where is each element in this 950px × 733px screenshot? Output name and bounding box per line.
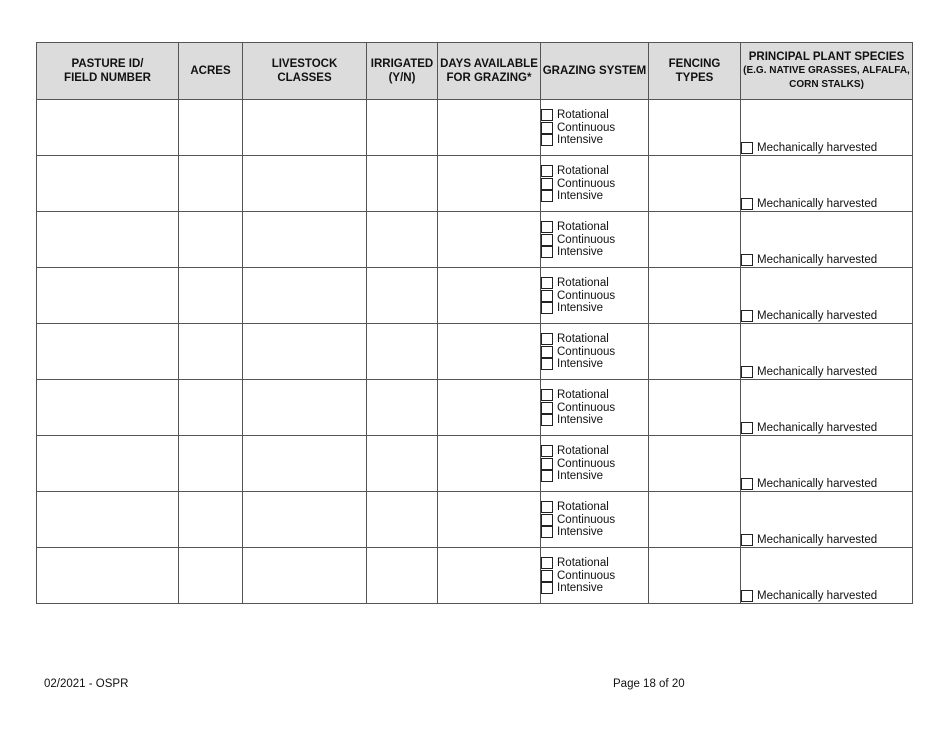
pasture-id-cell[interactable] xyxy=(37,436,179,492)
checkbox-rotational[interactable] xyxy=(541,389,553,401)
checkbox-mechanically-harvested[interactable] xyxy=(741,590,753,602)
grazing-option-rotational xyxy=(541,165,648,178)
table-row xyxy=(37,100,913,156)
grazing-option-label: Rotational xyxy=(557,165,609,177)
grazing-option-label: Rotational xyxy=(557,221,609,233)
table-row xyxy=(37,436,913,492)
checkbox-continuous[interactable] xyxy=(541,290,553,302)
pasture-id-cell[interactable] xyxy=(37,548,179,604)
checkbox-continuous[interactable] xyxy=(541,570,553,582)
livestock-classes-cell[interactable] xyxy=(243,156,367,212)
irrigated-cell[interactable] xyxy=(367,380,438,436)
grazing-option-intensive xyxy=(541,414,648,427)
acres-cell[interactable] xyxy=(179,380,243,436)
mechanically-harvested-label: Mechanically harvested xyxy=(757,310,878,322)
principal-plant-species-cell[interactable] xyxy=(741,100,913,156)
grazing-option-rotational xyxy=(541,221,648,234)
grazing-option-continuous xyxy=(541,569,648,582)
grazing-option-label: Rotational xyxy=(557,389,609,401)
checkbox-intensive[interactable] xyxy=(541,470,553,482)
livestock-classes-cell[interactable] xyxy=(243,492,367,548)
mechanically-harvested-option xyxy=(741,141,912,155)
table-row xyxy=(37,156,913,212)
principal-plant-species-cell[interactable] xyxy=(741,380,913,436)
checkbox-rotational[interactable] xyxy=(541,501,553,513)
grazing-system-cell xyxy=(541,324,649,380)
grazing-option-continuous xyxy=(541,289,648,302)
header-fencing-line1: FENCING xyxy=(668,58,721,70)
grazing-option-continuous xyxy=(541,121,648,134)
checkbox-intensive[interactable] xyxy=(541,526,553,538)
grazing-option-label: Continuous xyxy=(557,569,616,582)
grazing-option-continuous xyxy=(541,457,648,470)
form-code: 02/2021 - OSPR xyxy=(44,678,129,690)
grazing-option-rotational xyxy=(541,557,648,570)
irrigated-cell[interactable] xyxy=(367,324,438,380)
days-available-cell[interactable] xyxy=(438,436,541,492)
checkbox-intensive[interactable] xyxy=(541,134,553,146)
mechanically-harvested-label: Mechanically harvested xyxy=(757,478,878,490)
grazing-option-label: Intensive xyxy=(557,358,604,370)
grazing-option-rotational xyxy=(541,109,648,122)
grazing-option-label: Intensive xyxy=(557,414,604,426)
grazing-option-label: Continuous xyxy=(557,233,616,246)
checkbox-rotational[interactable] xyxy=(541,333,553,345)
fencing-types-cell[interactable] xyxy=(649,268,741,324)
grazing-option-label: Continuous xyxy=(557,401,616,414)
table-row xyxy=(37,268,913,324)
checkbox-continuous[interactable] xyxy=(541,458,553,470)
checkbox-rotational[interactable] xyxy=(541,109,553,121)
livestock-classes-cell[interactable] xyxy=(243,548,367,604)
header-principal-plant-species xyxy=(741,43,913,100)
grazing-option-label: Continuous xyxy=(557,177,616,190)
grazing-option-label: Rotational xyxy=(557,445,609,457)
grazing-system-cell xyxy=(541,492,649,548)
checkbox-mechanically-harvested[interactable] xyxy=(741,310,753,322)
grazing-option-label: Intensive xyxy=(557,470,604,482)
checkbox-mechanically-harvested[interactable] xyxy=(741,142,753,154)
mechanically-harvested-label: Mechanically harvested xyxy=(757,142,878,154)
grazing-option-rotational xyxy=(541,389,648,402)
acres-cell[interactable] xyxy=(179,548,243,604)
mechanically-harvested-option xyxy=(741,197,912,211)
principal-plant-species-cell[interactable] xyxy=(741,268,913,324)
days-available-cell[interactable] xyxy=(438,548,541,604)
table-body xyxy=(37,100,913,604)
grazing-option-label: Intensive xyxy=(557,302,604,314)
grazing-system-cell xyxy=(541,100,649,156)
grazing-system-cell xyxy=(541,380,649,436)
header-pasture-id-line1: PASTURE ID/ xyxy=(71,58,144,70)
livestock-classes-cell[interactable] xyxy=(243,268,367,324)
irrigated-cell[interactable] xyxy=(367,212,438,268)
header-irrigated-line1: IRRIGATED xyxy=(370,58,434,70)
mechanically-harvested-option xyxy=(741,477,912,491)
irrigated-cell[interactable] xyxy=(367,436,438,492)
grazing-option-intensive xyxy=(541,358,648,371)
header-species-line3: CORN STALKS) xyxy=(789,79,864,90)
acres-cell[interactable] xyxy=(179,156,243,212)
checkbox-mechanically-harvested[interactable] xyxy=(741,478,753,490)
livestock-classes-cell[interactable] xyxy=(243,436,367,492)
mechanically-harvested-label: Mechanically harvested xyxy=(757,422,878,434)
header-days-line2: FOR GRAZING* xyxy=(446,72,532,84)
checkbox-mechanically-harvested[interactable] xyxy=(741,422,753,434)
grazing-option-rotational xyxy=(541,445,648,458)
checkbox-rotational[interactable] xyxy=(541,165,553,177)
checkbox-rotational[interactable] xyxy=(541,445,553,457)
checkbox-intensive[interactable] xyxy=(541,582,553,594)
checkbox-intensive[interactable] xyxy=(541,302,553,314)
table-row xyxy=(37,548,913,604)
grazing-option-label: Intensive xyxy=(557,526,604,538)
checkbox-continuous[interactable] xyxy=(541,346,553,358)
checkbox-continuous[interactable] xyxy=(541,122,553,134)
grazing-option-label: Continuous xyxy=(557,513,616,526)
fencing-types-cell[interactable] xyxy=(649,156,741,212)
header-irrigated xyxy=(367,43,438,100)
header-acres: ACRES xyxy=(179,43,243,100)
irrigated-cell[interactable] xyxy=(367,268,438,324)
grazing-option-label: Continuous xyxy=(557,457,616,470)
principal-plant-species-cell[interactable] xyxy=(741,324,913,380)
header-pasture-id-line2: FIELD NUMBER xyxy=(64,72,151,84)
mechanically-harvested-label: Mechanically harvested xyxy=(757,590,878,602)
fencing-types-cell[interactable] xyxy=(649,380,741,436)
grazing-option-continuous xyxy=(541,177,648,190)
grazing-option-rotational xyxy=(541,277,648,290)
pasture-id-cell[interactable] xyxy=(37,212,179,268)
days-available-cell[interactable] xyxy=(438,268,541,324)
fencing-types-cell[interactable] xyxy=(649,492,741,548)
acres-cell[interactable] xyxy=(179,268,243,324)
pasture-id-cell[interactable] xyxy=(37,380,179,436)
header-livestock-classes: LIVESTOCK CLASSES xyxy=(243,43,367,100)
acres-cell[interactable] xyxy=(179,324,243,380)
grazing-option-label: Continuous xyxy=(557,345,616,358)
checkbox-continuous[interactable] xyxy=(541,402,553,414)
header-species-line2: (E.G. NATIVE GRASSES, ALFALFA, xyxy=(743,65,910,76)
grazing-system-cell xyxy=(541,436,649,492)
livestock-classes-cell[interactable] xyxy=(243,212,367,268)
table-row xyxy=(37,324,913,380)
checkbox-intensive[interactable] xyxy=(541,414,553,426)
checkbox-continuous[interactable] xyxy=(541,178,553,190)
fencing-types-cell[interactable] xyxy=(649,212,741,268)
header-pasture-id xyxy=(37,43,179,100)
mechanically-harvested-option xyxy=(741,421,912,435)
grazing-option-label: Rotational xyxy=(557,501,609,513)
acres-cell[interactable] xyxy=(179,492,243,548)
days-available-cell[interactable] xyxy=(438,212,541,268)
fencing-types-cell[interactable] xyxy=(649,436,741,492)
irrigated-cell[interactable] xyxy=(367,156,438,212)
principal-plant-species-cell[interactable] xyxy=(741,492,913,548)
grazing-option-continuous xyxy=(541,345,648,358)
pasture-id-cell[interactable] xyxy=(37,156,179,212)
table-row xyxy=(37,212,913,268)
grazing-option-label: Rotational xyxy=(557,333,609,345)
grazing-option-intensive xyxy=(541,470,648,483)
mechanically-harvested-label: Mechanically harvested xyxy=(757,534,878,546)
grazing-option-continuous xyxy=(541,401,648,414)
grazing-option-intensive xyxy=(541,246,648,259)
grazing-option-continuous xyxy=(541,233,648,246)
grazing-option-intensive xyxy=(541,582,648,595)
days-available-cell[interactable] xyxy=(438,324,541,380)
livestock-classes-cell[interactable] xyxy=(243,324,367,380)
principal-plant-species-cell[interactable] xyxy=(741,212,913,268)
acres-cell[interactable] xyxy=(179,436,243,492)
grazing-option-label: Continuous xyxy=(557,289,616,302)
header-fencing-types xyxy=(649,43,741,100)
grazing-option-label: Rotational xyxy=(557,277,609,289)
table-row xyxy=(37,492,913,548)
livestock-classes-cell[interactable] xyxy=(243,100,367,156)
checkbox-rotational[interactable] xyxy=(541,277,553,289)
grazing-option-rotational xyxy=(541,333,648,346)
mechanically-harvested-label: Mechanically harvested xyxy=(757,366,878,378)
fencing-types-cell[interactable] xyxy=(649,100,741,156)
grazing-system-cell xyxy=(541,548,649,604)
grazing-system-cell xyxy=(541,156,649,212)
grazing-system-cell xyxy=(541,268,649,324)
checkbox-intensive[interactable] xyxy=(541,358,553,370)
days-available-cell[interactable] xyxy=(438,380,541,436)
checkbox-mechanically-harvested[interactable] xyxy=(741,534,753,546)
header-days-line1: DAYS AVAILABLE xyxy=(440,58,538,70)
grazing-option-intensive xyxy=(541,302,648,315)
days-available-cell[interactable] xyxy=(438,156,541,212)
header-grazing-system: GRAZING SYSTEM xyxy=(541,43,649,100)
pasture-id-cell[interactable] xyxy=(37,492,179,548)
grazing-option-intensive xyxy=(541,190,648,203)
table-row xyxy=(37,380,913,436)
header-irrigated-line2: (Y/N) xyxy=(388,72,416,84)
grazing-option-intensive xyxy=(541,134,648,147)
grazing-option-rotational xyxy=(541,501,648,514)
irrigated-cell[interactable] xyxy=(367,492,438,548)
pasture-id-cell[interactable] xyxy=(37,268,179,324)
grazing-option-label: Continuous xyxy=(557,121,616,134)
principal-plant-species-cell[interactable] xyxy=(741,156,913,212)
grazing-option-continuous xyxy=(541,513,648,526)
acres-cell[interactable] xyxy=(179,100,243,156)
checkbox-mechanically-harvested[interactable] xyxy=(741,366,753,378)
fencing-types-cell[interactable] xyxy=(649,548,741,604)
pasture-id-cell[interactable] xyxy=(37,324,179,380)
checkbox-continuous[interactable] xyxy=(541,234,553,246)
acres-cell[interactable] xyxy=(179,212,243,268)
grazing-option-intensive xyxy=(541,526,648,539)
mechanically-harvested-option xyxy=(741,365,912,379)
grazing-option-label: Intensive xyxy=(557,190,604,202)
header-species-line1: PRINCIPAL PLANT SPECIES xyxy=(748,51,905,63)
pasture-id-cell[interactable] xyxy=(37,100,179,156)
livestock-classes-cell[interactable] xyxy=(243,380,367,436)
checkbox-continuous[interactable] xyxy=(541,514,553,526)
fencing-types-cell[interactable] xyxy=(649,324,741,380)
mechanically-harvested-option xyxy=(741,533,912,547)
grazing-option-label: Intensive xyxy=(557,246,604,258)
principal-plant-species-cell[interactable] xyxy=(741,548,913,604)
page-number: Page 18 of 20 xyxy=(613,678,685,690)
mechanically-harvested-option xyxy=(741,253,912,267)
grazing-system-cell xyxy=(541,212,649,268)
irrigated-cell[interactable] xyxy=(367,100,438,156)
grazing-option-label: Rotational xyxy=(557,109,609,121)
grazing-option-label: Intensive xyxy=(557,134,604,146)
header-fencing-line2: TYPES xyxy=(675,72,714,84)
checkbox-mechanically-harvested[interactable] xyxy=(741,254,753,266)
checkbox-intensive[interactable] xyxy=(541,246,553,258)
checkbox-mechanically-harvested[interactable] xyxy=(741,198,753,210)
mechanically-harvested-option xyxy=(741,309,912,323)
header-days-available xyxy=(438,43,541,100)
mechanically-harvested-label: Mechanically harvested xyxy=(757,198,878,210)
principal-plant-species-cell[interactable] xyxy=(741,436,913,492)
mechanically-harvested-option xyxy=(741,589,912,603)
checkbox-intensive[interactable] xyxy=(541,190,553,202)
days-available-cell[interactable] xyxy=(438,100,541,156)
irrigated-cell[interactable] xyxy=(367,548,438,604)
grazing-option-label: Rotational xyxy=(557,557,609,569)
pasture-table xyxy=(36,42,913,604)
checkbox-rotational[interactable] xyxy=(541,557,553,569)
checkbox-rotational[interactable] xyxy=(541,221,553,233)
mechanically-harvested-label: Mechanically harvested xyxy=(757,254,878,266)
grazing-option-label: Intensive xyxy=(557,582,604,594)
header-row xyxy=(37,43,913,100)
days-available-cell[interactable] xyxy=(438,492,541,548)
